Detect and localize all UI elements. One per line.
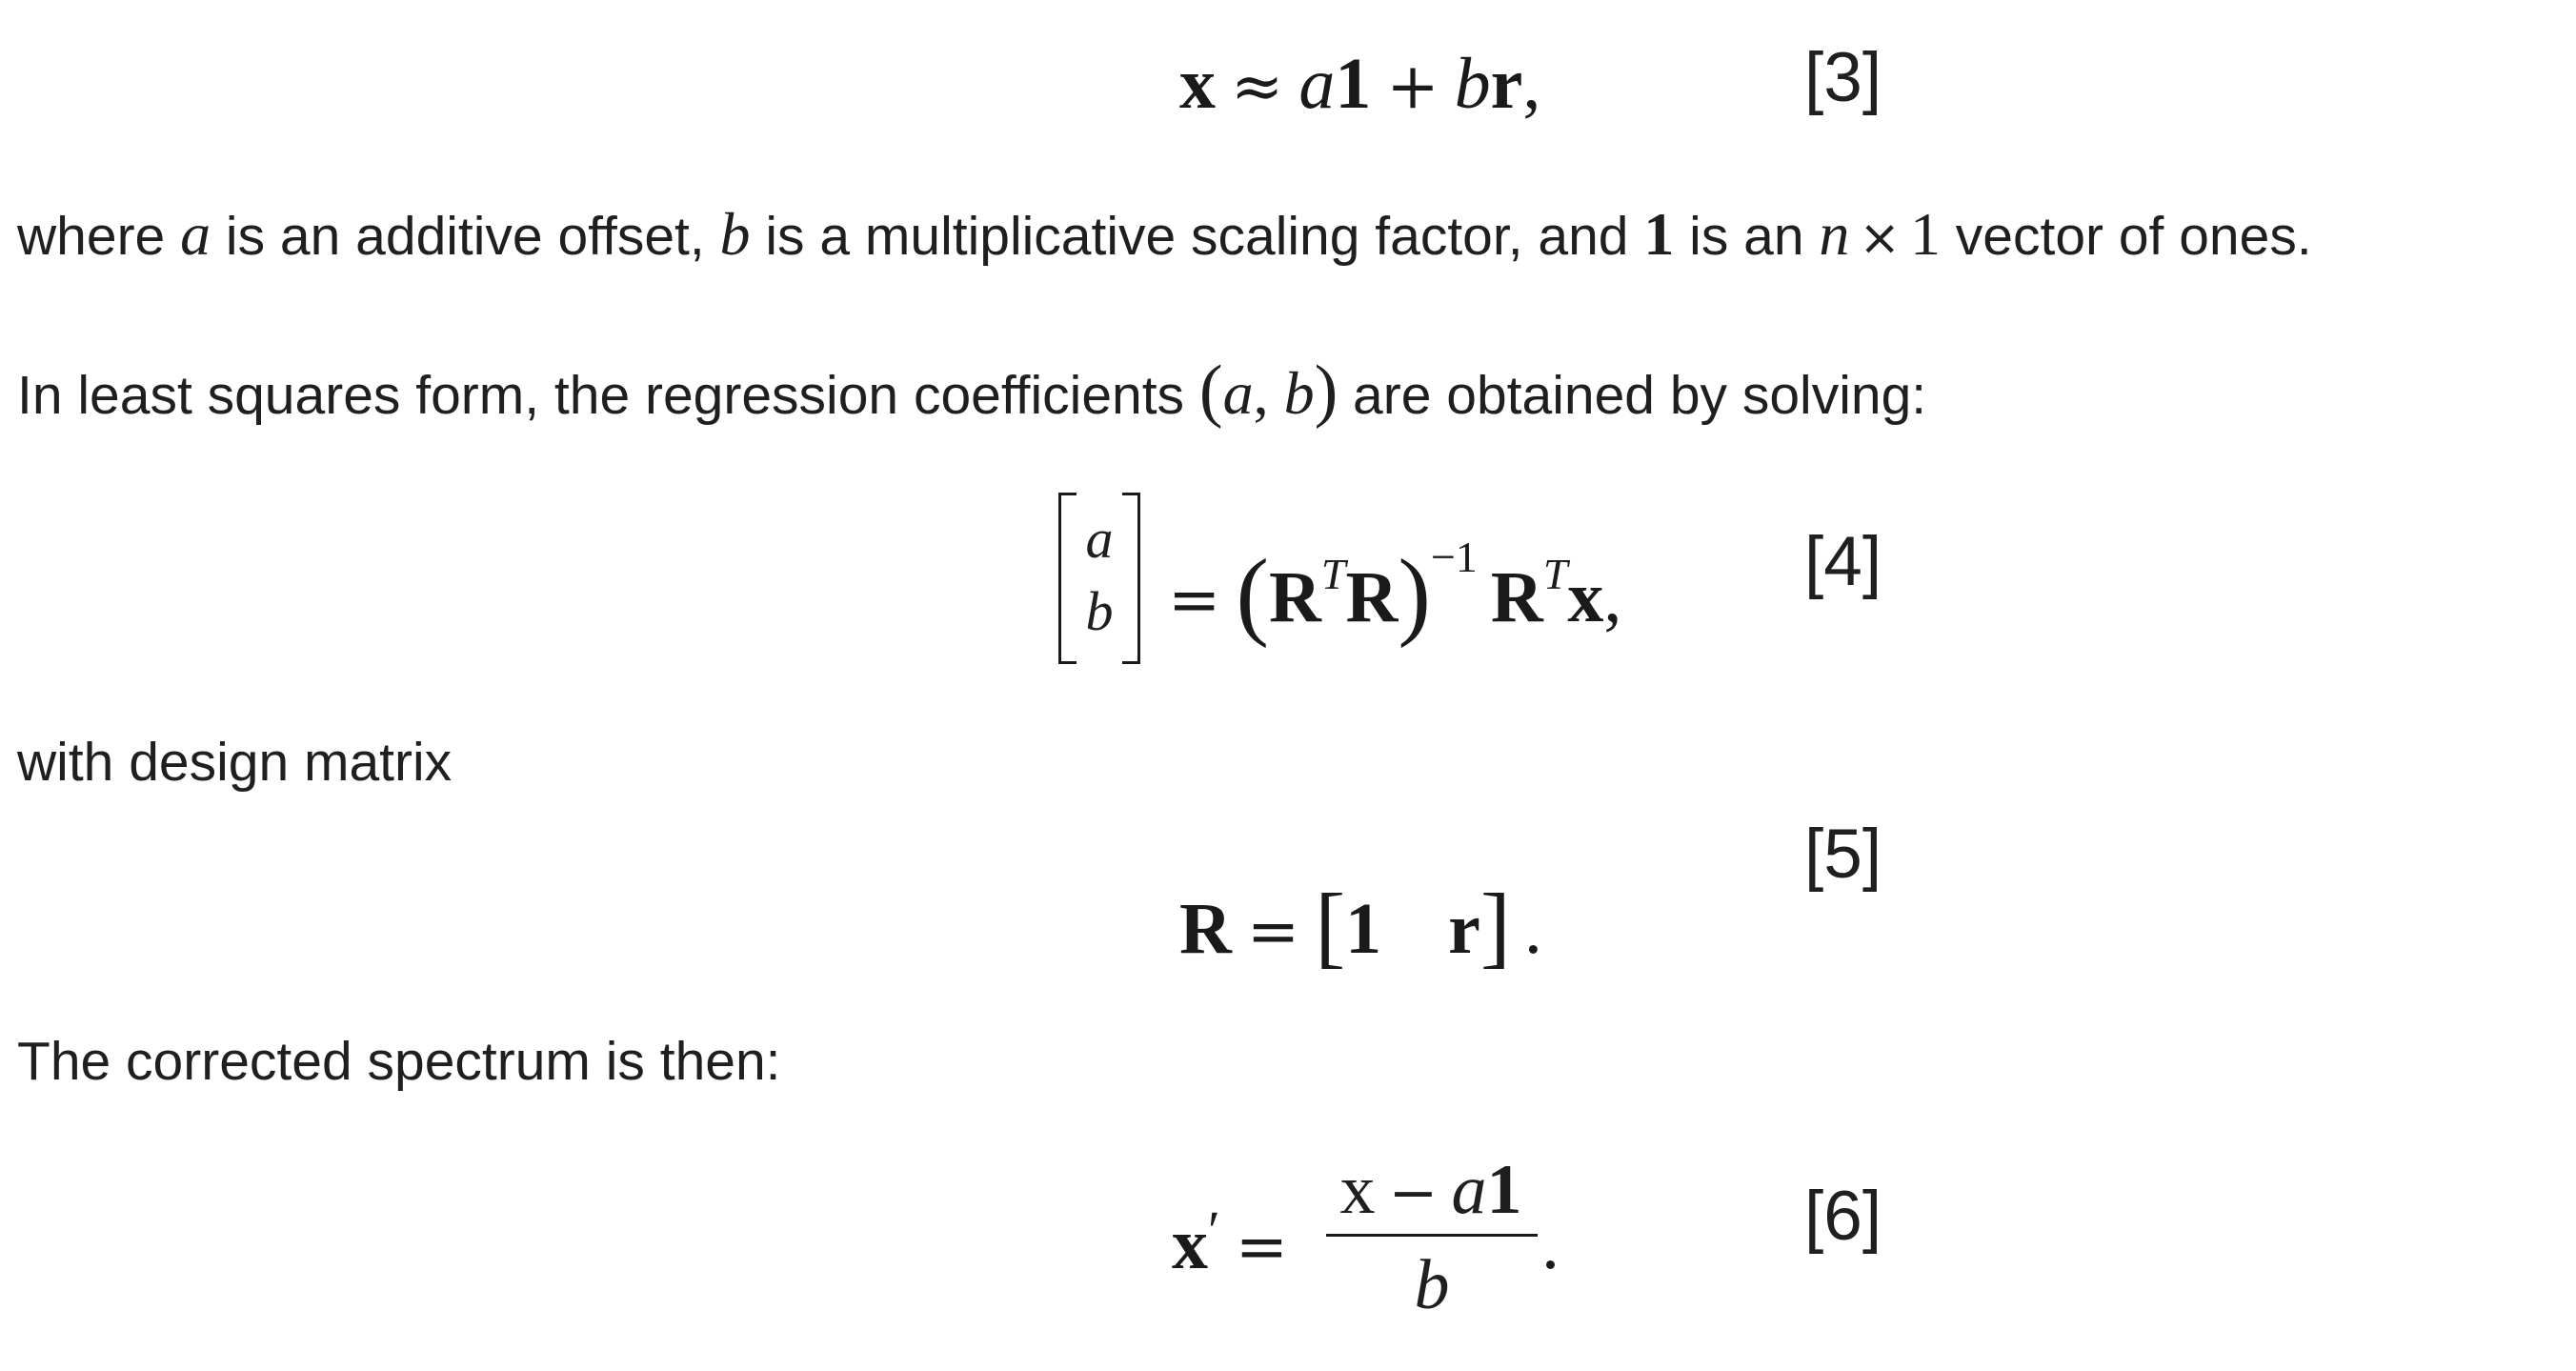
eq4-R: R: [1268, 557, 1321, 637]
paragraph-least-squares: In least squares form, the regression coefficients (a, b) are obtained by solving:: [17, 352, 1927, 430]
numerator-x: x: [1339, 1151, 1376, 1229]
math-a: a: [180, 200, 211, 268]
equation-6-lhs: [1172, 1200, 1303, 1284]
math-a: a: [1222, 359, 1254, 427]
eq3-a: a: [1298, 44, 1336, 124]
eq6-prime: ′: [1208, 1200, 1220, 1261]
math-n: n: [1819, 200, 1850, 268]
equation-number-5: [5]: [1804, 816, 1882, 893]
eq3-x: x: [1179, 44, 1216, 124]
eq4-x: x: [1567, 557, 1604, 637]
equation-5: [1179, 875, 1542, 977]
eq4-equals: =: [1168, 563, 1221, 636]
equation-4: [1153, 533, 1622, 649]
math-times: ×: [1859, 210, 1901, 267]
math-one: 1: [1909, 200, 1941, 268]
numerator-minus: −: [1388, 1158, 1439, 1227]
eq5-R: R: [1179, 889, 1232, 969]
eq5-close-bracket: ]: [1479, 875, 1511, 977]
eq5-period: .: [1523, 889, 1542, 969]
fraction-bar: [1326, 1234, 1538, 1237]
eq5-equals: =: [1246, 895, 1300, 968]
equation-3: [1179, 44, 1541, 124]
paragraph-design-matrix: with design matrix: [17, 732, 453, 793]
paragraph-corrected-spectrum: The corrected spectrum is then:: [17, 1031, 781, 1092]
equation-number-3: [3]: [1804, 39, 1882, 116]
eq4-transpose: T: [1542, 550, 1568, 598]
fraction-denominator: b: [1414, 1246, 1450, 1324]
equation-number-4: [4]: [1804, 523, 1882, 600]
eq5-one: 1: [1345, 889, 1382, 969]
paragraph-offset-definition: where a is an additive offset, b is a multiplicative scaling factor, and 1 is an n × 1 vector of ones.: [17, 200, 2312, 268]
equation-number-6: [6]: [1804, 1178, 1882, 1255]
eq4-comma: ,: [1603, 557, 1622, 637]
eq6-period: .: [1541, 1204, 1560, 1284]
eq5-r: r: [1448, 889, 1480, 969]
eq3-b: b: [1454, 44, 1491, 124]
eq3-plus: +: [1386, 50, 1439, 123]
vector-a: a: [1085, 508, 1114, 570]
eq4-R: R: [1345, 557, 1399, 637]
right-bracket: [1122, 493, 1140, 664]
math-b: b: [719, 200, 751, 268]
eq6-equals: =: [1235, 1210, 1288, 1283]
coefficient-vector: [1058, 493, 1140, 660]
math-one-vector: 1: [1643, 200, 1675, 268]
numerator-one: 1: [1486, 1151, 1522, 1229]
eq3-approx: ≈: [1231, 50, 1284, 123]
eq4-inverse: −1: [1430, 533, 1478, 581]
numerator-a: a: [1451, 1151, 1487, 1229]
eq6-x: x: [1172, 1204, 1208, 1284]
eq4-transpose: T: [1320, 550, 1346, 598]
eq3-r: r: [1490, 44, 1523, 124]
eq4-open-paren: (: [1236, 539, 1269, 649]
fraction-numerator: [1326, 1151, 1536, 1229]
vector-b: b: [1085, 580, 1114, 642]
math-b: b: [1283, 359, 1315, 427]
eq4-R: R: [1490, 557, 1543, 637]
eq4-close-paren: ): [1398, 539, 1431, 649]
eq5-open-bracket: [: [1315, 875, 1346, 977]
eq3-comma: ,: [1522, 44, 1541, 124]
eq3-one: 1: [1335, 44, 1372, 124]
